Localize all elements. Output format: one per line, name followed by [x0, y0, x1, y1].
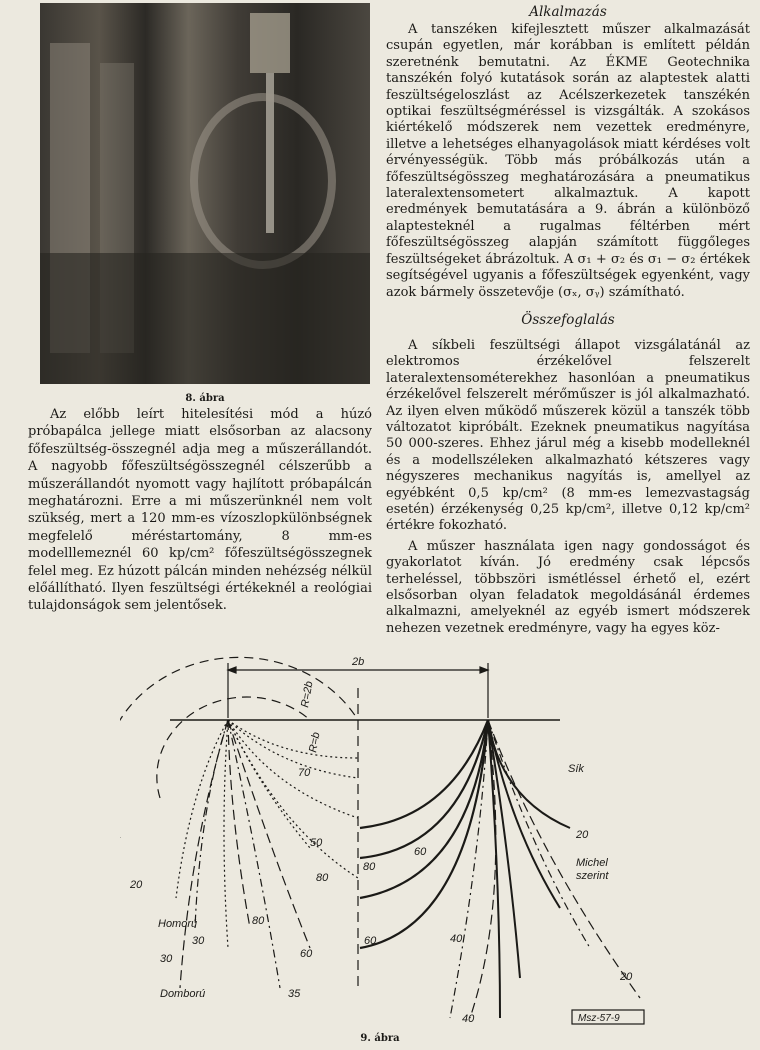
figure-9-value: 60 — [414, 846, 427, 858]
figure-9-label-sik: Sík — [568, 763, 584, 775]
figure-9-radius-outer: R=2b — [299, 680, 316, 709]
figure-9-value: 50 — [310, 837, 323, 849]
section-alkalmazas-paragraph: A tanszéken kifejlesztett műszer alkalmazását csupán egyetlen, már korábban is említett példán szeretnénk bemutatni. Az ÉKME Geotechnika tanszékén folyó kutatások során az alaptestek alatti feszültségeloszlást az Acélszerkezetek tanszékén optikai feszültségméréssel is vizsgálták. A szokásos kiértékelő módszerek nem vezettek eredményre, illetve a lehetséges elhanyagolások miatt kérdéses volt érvényességük. Több más próbálkozás után a főfeszültségösszeg meghatározására a pneumatikus lateralextensometert alkalmaztuk. A kapott eredmények bemutatására a 9. ábrán a különböző alaptesteknél a rugalmas féltérben mért főfeszültségösszeg alapján számított függőleges feszültségeket ábrázoltuk. A σ₁ + σ₂ és σ₁ − σ₂ értékek segítségével ugyanis a főfeszültségek egyenként, vagy azok bármely összetevője (σₓ, σᵧ) számítható. — [386, 22, 750, 300]
figure-9-dimension-label: 2b — [352, 656, 365, 668]
section-osszefoglalas-paragraph-2: A műszer használata igen nagy gondosságot és gyakorlatot kíván. Jó eredmény csak lépcsős terheléssel, többszöri ismétléssel érhető el, ezért elsősorban olyan feladatok megoldásánál érdemes alkalmazni, amelyeknél az egyéb ismert módszerek nehezen vezetnek eredményre, vagy ha egyes köz- — [386, 538, 750, 636]
figure-9-value: 80 — [316, 872, 329, 884]
figure-9-value: 20 — [576, 829, 589, 841]
figure-9-caption: 9. ábra — [360, 1033, 400, 1044]
figure-9-value: 35 — [288, 988, 301, 1000]
figure-9-value: 30 — [192, 935, 205, 947]
figure-9-label-szerint: szerint — [576, 870, 609, 882]
figure-9-value: 20 — [130, 879, 143, 891]
section-heading-alkalmazas: Alkalmazás — [529, 4, 607, 20]
figure-9-diagram — [120, 648, 760, 1028]
figure-9-value: 60 — [300, 948, 313, 960]
figure-9-radius-inner: R=b — [307, 731, 323, 754]
figure-9-value: 20 — [620, 971, 633, 983]
section-heading-osszefoglalas: Összefoglalás — [521, 311, 615, 328]
figure-8-caption: 8. ábra — [185, 393, 225, 404]
figure-9-value: 70 — [298, 767, 311, 779]
figure-9-value: 80 — [252, 915, 265, 927]
left-paragraph: Az előbb leírt hitelesítési mód a húzó próbapálca jellege miatt elsősorban az alacsony főfeszültség-összegnél adja meg a műszerállandót. A nagyobb főfeszültségösszegnél célszerűbb a műszerállandót nyomott vagy hajlított próbapálcán meghatározni. Erre a mi műszerünknél nem volt szükség, mert a 120 mm-es vízoszlopkülönbségnek megfelelő méréstartomány, 8 mm-es modelllemeznél 60 kp/cm² főfeszültségösszegnek felel meg. Ez húzott pálcán minden nehézség nélkül előállítható. Ilyen feszültségi értékeknél a reológiai tulajdonságok sem jelentősek. — [28, 407, 372, 614]
figure-9-value: 60 — [364, 935, 377, 947]
figure-9-label-michel: Michel — [576, 857, 608, 869]
figure-9-ref-label: Msz-57-9 — [578, 1013, 620, 1024]
section-osszefoglalas-paragraph-1: A síkbeli feszültségi állapot vizsgálatánál az elektromos érzékelővel felszerelt lateralextensométerekhez hasonlóan a pneumatikus érzékelővel felszerelt mérőműszer is jól alkalmazható. Az ilyen elven működő műszerek közül a tanszék több változatot kipróbált. Ezeknek pneumatikus nagyítása 50 000-szeres. Ehhez járul még a kisebb modelleknél és a modellszéleken alkalmazható kétszeres vagy négyszeres mechanikus nagyítás is, amellyel az egyébként 0,5 kp/cm² (8 mm-es lemezvastagság esetén) érzékenység 0,25 kp/cm², illetve 0,12 kp/cm² értékre fokozható. — [386, 337, 750, 534]
right-column — [386, 3, 750, 637]
figure-9-value: 30 — [160, 953, 173, 965]
figure-9-label-domboru: Domború — [160, 988, 206, 1000]
figure-9-label-homoru: Homorú — [158, 918, 198, 930]
figure-9-value: 40 — [462, 1013, 475, 1025]
figure-9-value: 40 — [450, 933, 463, 945]
figure-8-photo — [40, 3, 370, 384]
figure-9-value: 80 — [363, 861, 376, 873]
